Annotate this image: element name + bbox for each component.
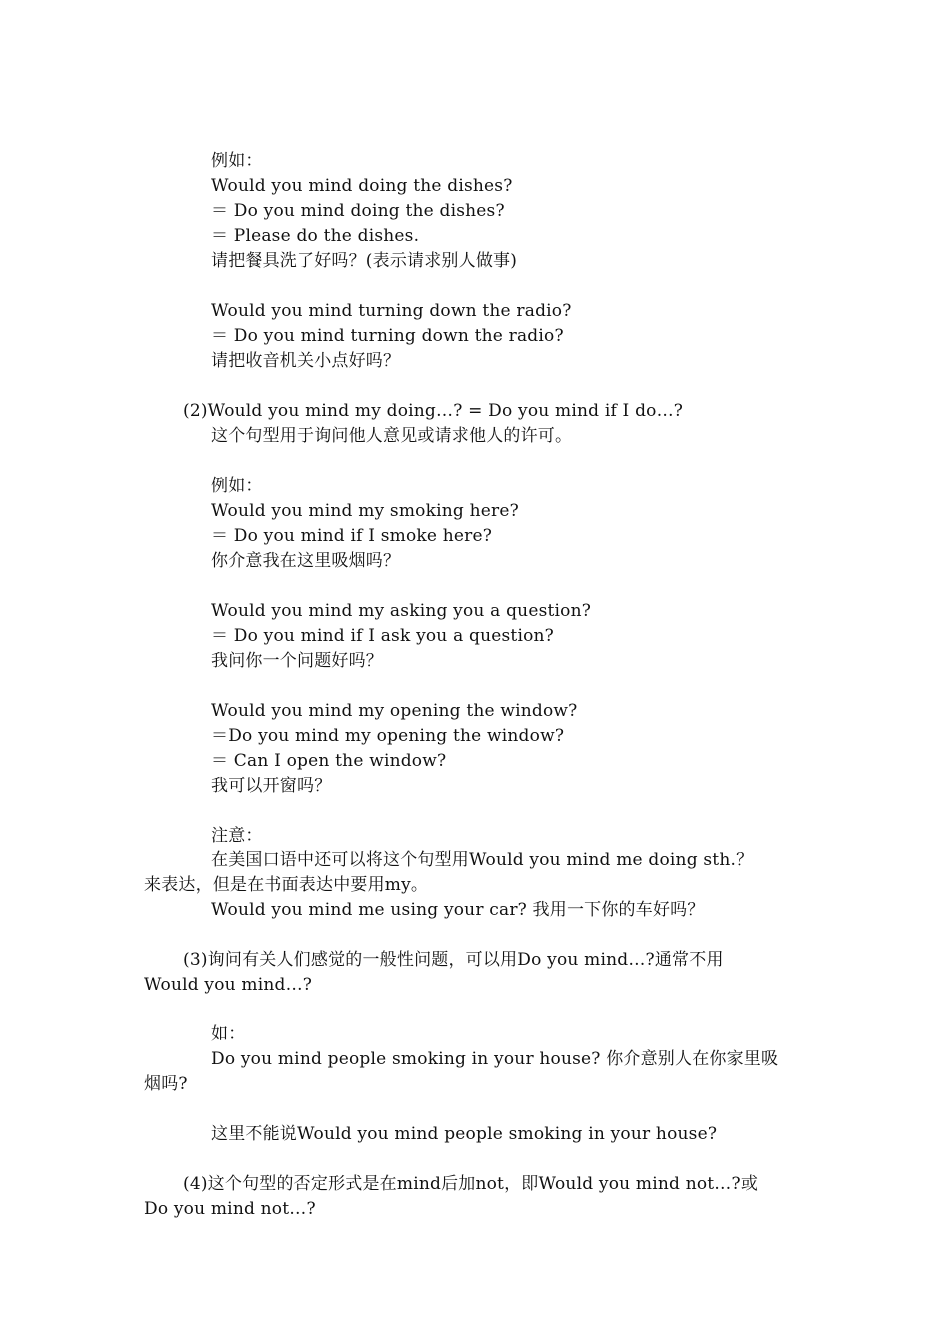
example-sentence: Do you mind people smoking in your house? 你介意别人在你家里吸 — [211, 1049, 779, 1069]
example-sentence: ＝ Do you mind if I smoke here? — [211, 526, 493, 546]
example-sentence: ＝ Can I open the window? — [211, 751, 447, 771]
note-text: 在美国口语中还可以将这个句型用Would you mind me doing sth.？ — [211, 850, 754, 870]
translation-line: 我可以开窗吗？ — [211, 776, 332, 796]
example-heading: 例如： — [211, 476, 263, 496]
example-sentence: Would you mind my opening the window? — [211, 701, 578, 721]
example-sentence: Would you mind my smoking here? — [211, 501, 519, 521]
note-heading: 注意： — [211, 826, 263, 846]
example-sentence: ＝ Please do the dishes. — [211, 226, 420, 246]
section-heading-3: (3)询问有关人们感觉的一般性问题，可以用Do you mind…?通常不用 — [183, 950, 724, 970]
example-heading: 例如： — [211, 151, 263, 171]
example-sentence: Would you mind turning down the radio? — [211, 301, 572, 321]
note-text: 来表达，但是在书面表达中要用my。 — [144, 875, 429, 895]
example-sentence: ＝Do you mind my opening the window? — [211, 726, 565, 746]
section-heading-3-cont: Would you mind…? — [144, 975, 313, 995]
translation-line: 你介意我在这里吸烟吗？ — [211, 551, 401, 571]
section-heading-4: (4)这个句型的否定形式是在mind后加not，即Would you mind not…?或 — [183, 1174, 759, 1194]
translation-line: 请把餐具洗了好吗？(表示请求别人做事) — [211, 251, 518, 271]
example-sentence: ＝ Do you mind turning down the radio? — [211, 326, 564, 346]
section-heading-2: (2)Would you mind my doing…? = Do you mind if I do…? — [183, 401, 684, 421]
example-sentence: ＝ Do you mind if I ask you a question? — [211, 626, 554, 646]
note-text: 这里不能说Would you mind people smoking in your house? — [211, 1124, 718, 1144]
example-sentence: Would you mind me using your car? 我用一下你的车好吗？ — [211, 900, 705, 920]
translation-line: 请把收音机关小点好吗？ — [211, 351, 401, 371]
example-heading: 如： — [211, 1024, 246, 1044]
example-sentence: Would you mind doing the dishes? — [211, 176, 513, 196]
translation-line: 我问你一个问题好吗？ — [211, 651, 383, 671]
explanation-line: 这个句型用于询问他人意见或请求他人的许可。 — [211, 426, 573, 446]
example-sentence-cont: 烟吗? — [144, 1074, 188, 1094]
section-heading-4-cont: Do you mind not…? — [144, 1199, 316, 1219]
example-sentence: Would you mind my asking you a question? — [211, 601, 592, 621]
example-sentence: ＝ Do you mind doing the dishes? — [211, 201, 505, 221]
